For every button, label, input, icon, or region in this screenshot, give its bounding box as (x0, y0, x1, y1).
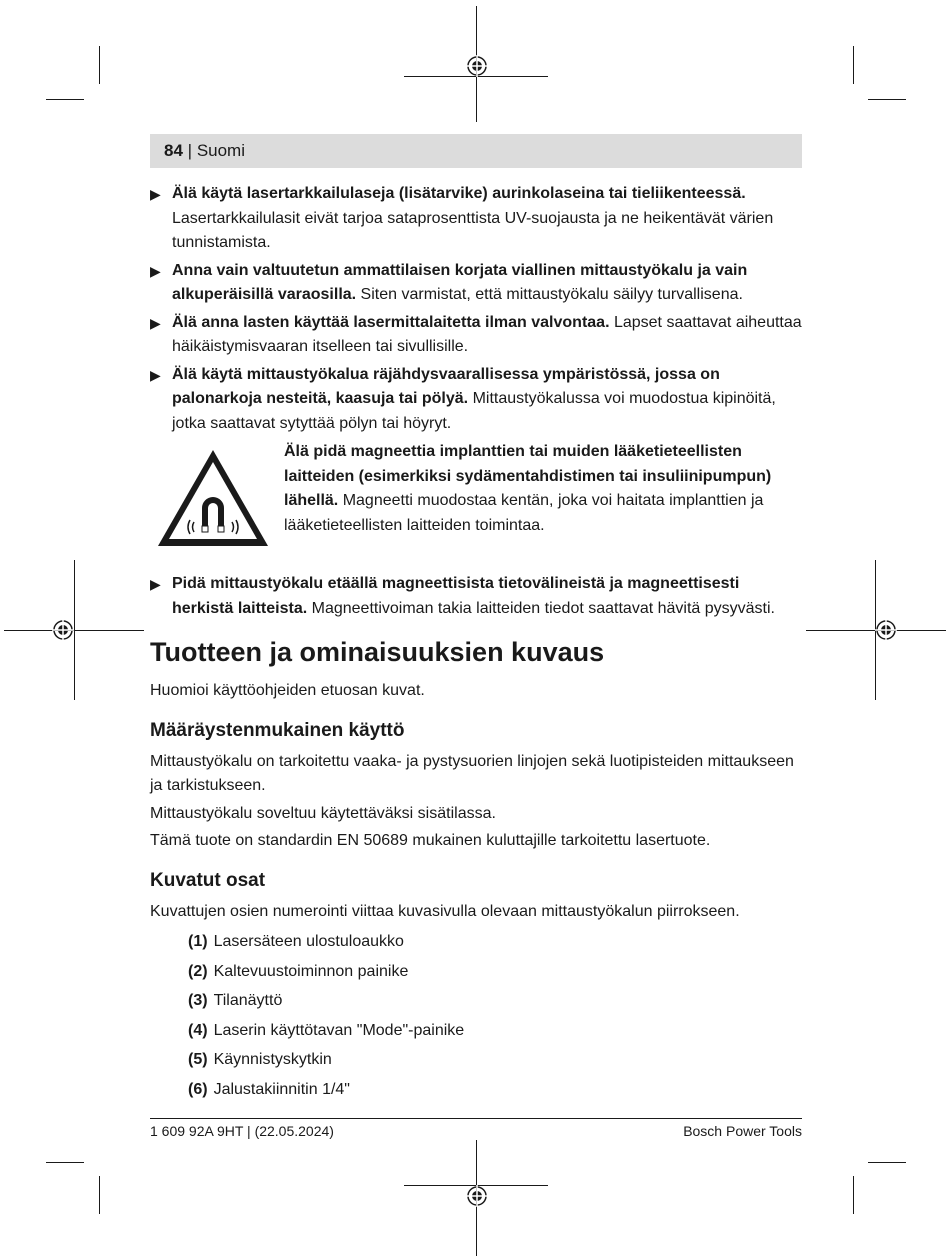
part-number: (1) (188, 933, 208, 950)
magnet-warning (150, 440, 802, 550)
list-item (150, 930, 802, 955)
bullet-text: Magneettivoiman takia laitteiden tiedot saattavat hävitä pysyvästi. (307, 599, 775, 617)
footer-doc-id: 1 609 92A 9HT | (22.05.2024) (150, 1123, 334, 1139)
list-item (150, 989, 802, 1014)
registration-mark-icon (466, 1185, 488, 1207)
page-content (150, 182, 802, 1107)
safety-bullet (150, 311, 802, 360)
safety-bullet (150, 259, 802, 308)
registration-mark-icon (466, 55, 488, 77)
part-number: (2) (188, 962, 208, 980)
bullet-triangle-icon: ▶ (150, 576, 161, 592)
header-language: Suomi (196, 141, 245, 160)
parts-intro: Kuvattujen osien numerointi viittaa kuvasivulla olevaan mittaustyökalun piirrokseen. (150, 902, 740, 920)
bullet-triangle-icon: ▶ (150, 366, 161, 383)
crop-mark (868, 99, 906, 100)
part-label: Jalustakiinnitin 1/4" (213, 1080, 350, 1098)
intended-use-paragraph: Tämä tuote on standardin EN 50689 mukainen kuluttajille tarkoitettu lasertuote. (150, 832, 711, 849)
intended-use-paragraph: Mittaustyökalu soveltuu käytettäväksi sisätilassa. (150, 804, 496, 822)
part-number: (3) (188, 992, 208, 1009)
parts-heading: Kuvatut osat (150, 869, 266, 891)
bullet-bold-text: Älä anna lasten käyttää lasermittalaitetta ilman valvontaa. (172, 313, 610, 331)
bullet-bold-text: Pidä mittaustyökalu etäällä magneettisista tietovälineistä ja magneettisesti herkistä laitteista. (172, 575, 740, 617)
section-title: Tuotteen ja ominaisuuksien kuvaus (150, 637, 605, 667)
bullet-bold-text: Älä käytä mittaustyökalua räjähdysvaarallisessa ympäristössä, jossa on palonarkoja nesteitä, kaasuja tai pölyä. (172, 365, 720, 407)
list-item (150, 1048, 802, 1073)
part-number: (6) (188, 1080, 208, 1098)
part-label: Kaltevuustoiminnon painike (213, 962, 409, 980)
bullet-triangle-icon: ▶ (150, 262, 161, 279)
bullet-text: Lapset saattavat aiheuttaa häikäistymisvaaran itselleen tai sivullisille. (172, 313, 802, 355)
intended-use-heading: Määräystenmukainen käyttö (150, 719, 405, 741)
bullet-triangle-icon: ▶ (150, 186, 161, 202)
part-label: Lasersäteen ulostuloaukko (213, 933, 404, 950)
crop-mark (99, 1176, 100, 1214)
section-intro: Huomioi käyttöohjeiden etuosan kuvat. (150, 682, 425, 699)
crop-mark (868, 1162, 906, 1163)
page-footer (150, 1118, 802, 1139)
bullet-bold-text: Älä käytä lasertarkkailulaseja (lisätarvike) aurinkolaseina tai tieliikenteessä. (172, 185, 746, 202)
bullet-text: Siten varmistat, että mittaustyökalu säilyy turvallisena. (356, 286, 743, 303)
crop-mark (853, 46, 854, 84)
safety-bullet (150, 572, 802, 621)
registration-mark-icon (875, 619, 897, 641)
intended-use-paragraph: Mittaustyökalu on tarkoitettu vaaka- ja pystysuorien linjojen sekä luotipisteiden mittaukseen ja tarkistukseen. (150, 752, 794, 794)
crop-mark (46, 1162, 84, 1163)
safety-bullet (150, 363, 802, 437)
bullet-bold-text: Anna vain valtuutetun ammattilaisen korjata viallinen mittaustyökalu ja vain alkuperäisillä varaosilla. (172, 261, 748, 303)
list-item (150, 1078, 802, 1103)
bullet-text: Mittaustyökalussa voi muodostua kipinöitä, jotka saattavat sytyttää pölyn tai höyryt. (172, 390, 776, 432)
page-number: 84 (164, 141, 183, 160)
page-header (150, 134, 802, 168)
part-number: (4) (188, 1021, 208, 1039)
list-item (150, 1019, 802, 1044)
crop-mark (4, 630, 144, 631)
warning-text: Magneetti muodostaa kentän, joka voi haitata implanttien ja lääketieteellisten laitteiden toimintaa. (284, 492, 764, 534)
part-label: Tilanäyttö (213, 992, 283, 1009)
footer-brand: Bosch Power Tools (683, 1123, 802, 1139)
magnet-warning-icon (154, 446, 272, 550)
bullet-triangle-icon: ▶ (150, 314, 161, 331)
safety-bullet (150, 182, 802, 256)
part-number: (5) (188, 1051, 208, 1068)
part-label: Käynnistyskytkin (213, 1051, 332, 1068)
warning-bold-text: Älä pidä magneettia implanttien tai muiden lääketieteellisten laitteiden (esimerkiksi sydämentahdistimen tai insuliinipumpun) lähellä. (284, 443, 772, 509)
registration-mark-icon (52, 619, 74, 641)
bullet-text: Lasertarkkailulasit eivät tarjoa sataprosenttista UV-suojausta ja ne heikentävät värien tunnistamista. (172, 209, 774, 251)
crop-mark (99, 46, 100, 84)
list-item (150, 960, 802, 985)
crop-mark (853, 1176, 854, 1214)
crop-mark (46, 99, 84, 100)
part-label: Laserin käyttötavan "Mode"-painike (213, 1021, 465, 1039)
header-separator: | (187, 141, 193, 160)
